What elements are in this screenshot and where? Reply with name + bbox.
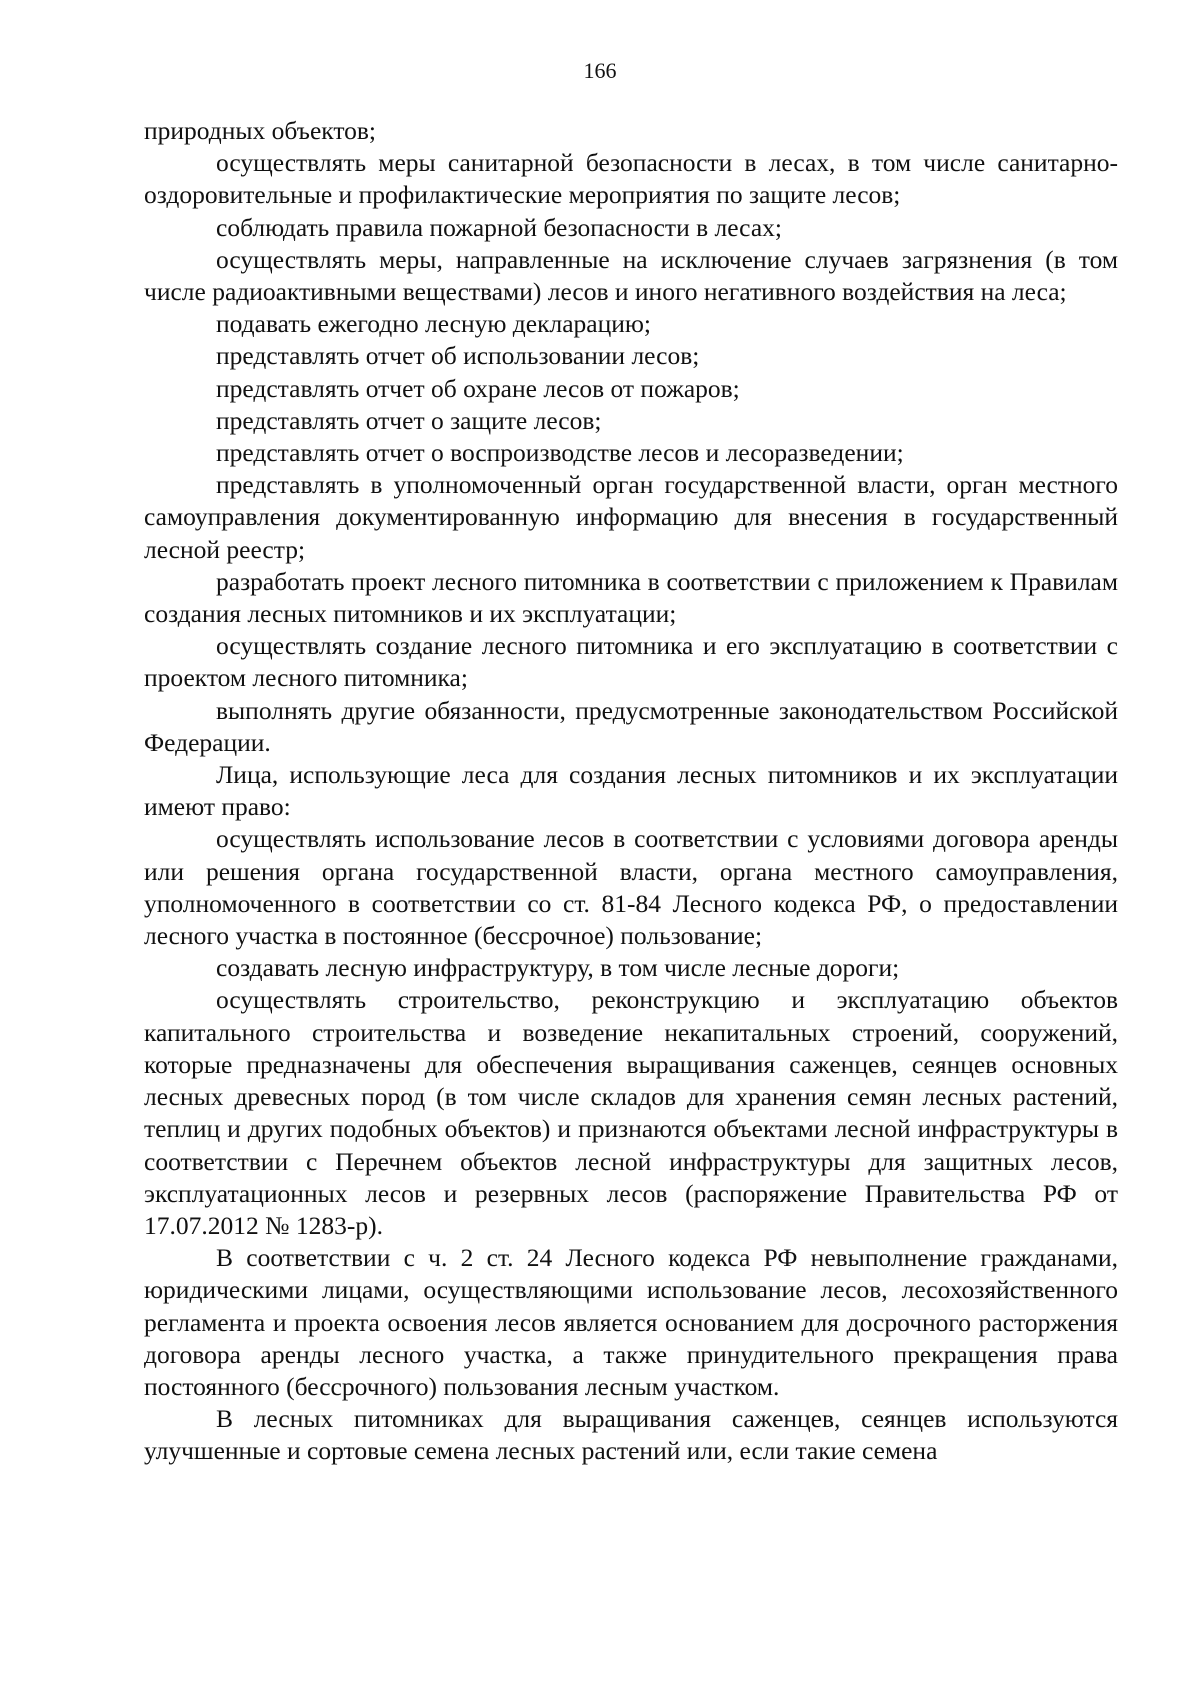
paragraph: осуществлять меры, направленные на исключение случаев загрязнения (в том числе радиоактивными веществами) лесов и иного негативного воздействия на леса;	[144, 244, 1118, 307]
paragraph: осуществлять меры санитарной безопасности в лесах, в том числе санитарно- оздоровительные и профилактические мероприятия по защите лесов;	[144, 148, 1118, 210]
paragraph: подавать ежегодно лесную декларацию;	[216, 309, 652, 339]
paragraph: представлять отчет об использовании лесов;	[216, 341, 700, 371]
paragraph: представлять отчет о защите лесов;	[216, 405, 602, 435]
paragraph: В лесных питомниках для выращивания саженцев, сеянцев используются улучшенные и сортовые семена лесных растений или, если такие семена	[144, 1404, 1118, 1466]
paragraph: создавать лесную инфраструктуру, в том числе лесные дороги;	[216, 953, 900, 983]
paragraph: осуществлять использование лесов в соответствии с условиями договора аренды или решения органа государственной власти, органа местного самоуправления, уполномоченного в соответствии со ст. 81-84 Лесного кодекса РФ, о предоставлении лесного участка в постоянное (бессрочное) пользование;	[144, 824, 1118, 951]
paragraph: представлять отчет о воспроизводстве лесов и лесоразведении;	[216, 438, 904, 468]
body-text	[144, 115, 1118, 1468]
paragraph: представлять в уполномоченный орган государственной власти, орган местного самоуправления документированную информацию для внесения в государственный лесной реестр;	[144, 470, 1118, 564]
paragraph: В соответствии с ч. 2 ст. 24 Лесного кодекса РФ невыполнение гражданами, юридическими лицами, осуществляющими использование лесов, лесохозяйственного регламента и проекта освоения лесов является основанием для досрочного расторжения договора аренды лесного участка, а также принудительного прекращения права постоянного (бессрочного) пользования лесным участком.	[144, 1243, 1118, 1401]
paragraph: выполнять другие обязанности, предусмотренные законодательством Российской Федерации.	[144, 695, 1118, 757]
paragraph: представлять отчет об охране лесов от пожаров;	[216, 373, 740, 403]
paragraph: осуществлять создание лесного питомника и его эксплуатацию в соответствии с проектом лесного питомника;	[144, 631, 1118, 693]
paragraph: разработать проект лесного питомника в соответствии с приложением к Правилам создания лесных питомников и их эксплуатации;	[144, 566, 1118, 629]
paragraph: осуществлять строительство, реконструкцию и эксплуатацию объектов капитального строительства и возведение некапитальных строений, сооружений, которые предназначены для обеспечения выращивания саженцев, сеянцев основных лесных древесных пород (в том числе складов для хранения семян лесных растений, теплиц и других подобных объектов) и признаются объектами лесной инфраструктуры в соответствии с Перечнем объектов лесной инфраструктуры для защитных лесов, эксплуатационных лесов и резервных лесов (распоряжение Правительства РФ от 17.07.2012 № 1283-р).	[144, 985, 1118, 1240]
paragraph: Лица, использующие леса для создания лесных питомников и их эксплуатации имеют право:	[144, 760, 1118, 822]
paragraph: природных объектов;	[144, 116, 377, 145]
page-number: 166	[583, 58, 617, 83]
paragraph: соблюдать правила пожарной безопасности в лесах;	[216, 212, 782, 242]
